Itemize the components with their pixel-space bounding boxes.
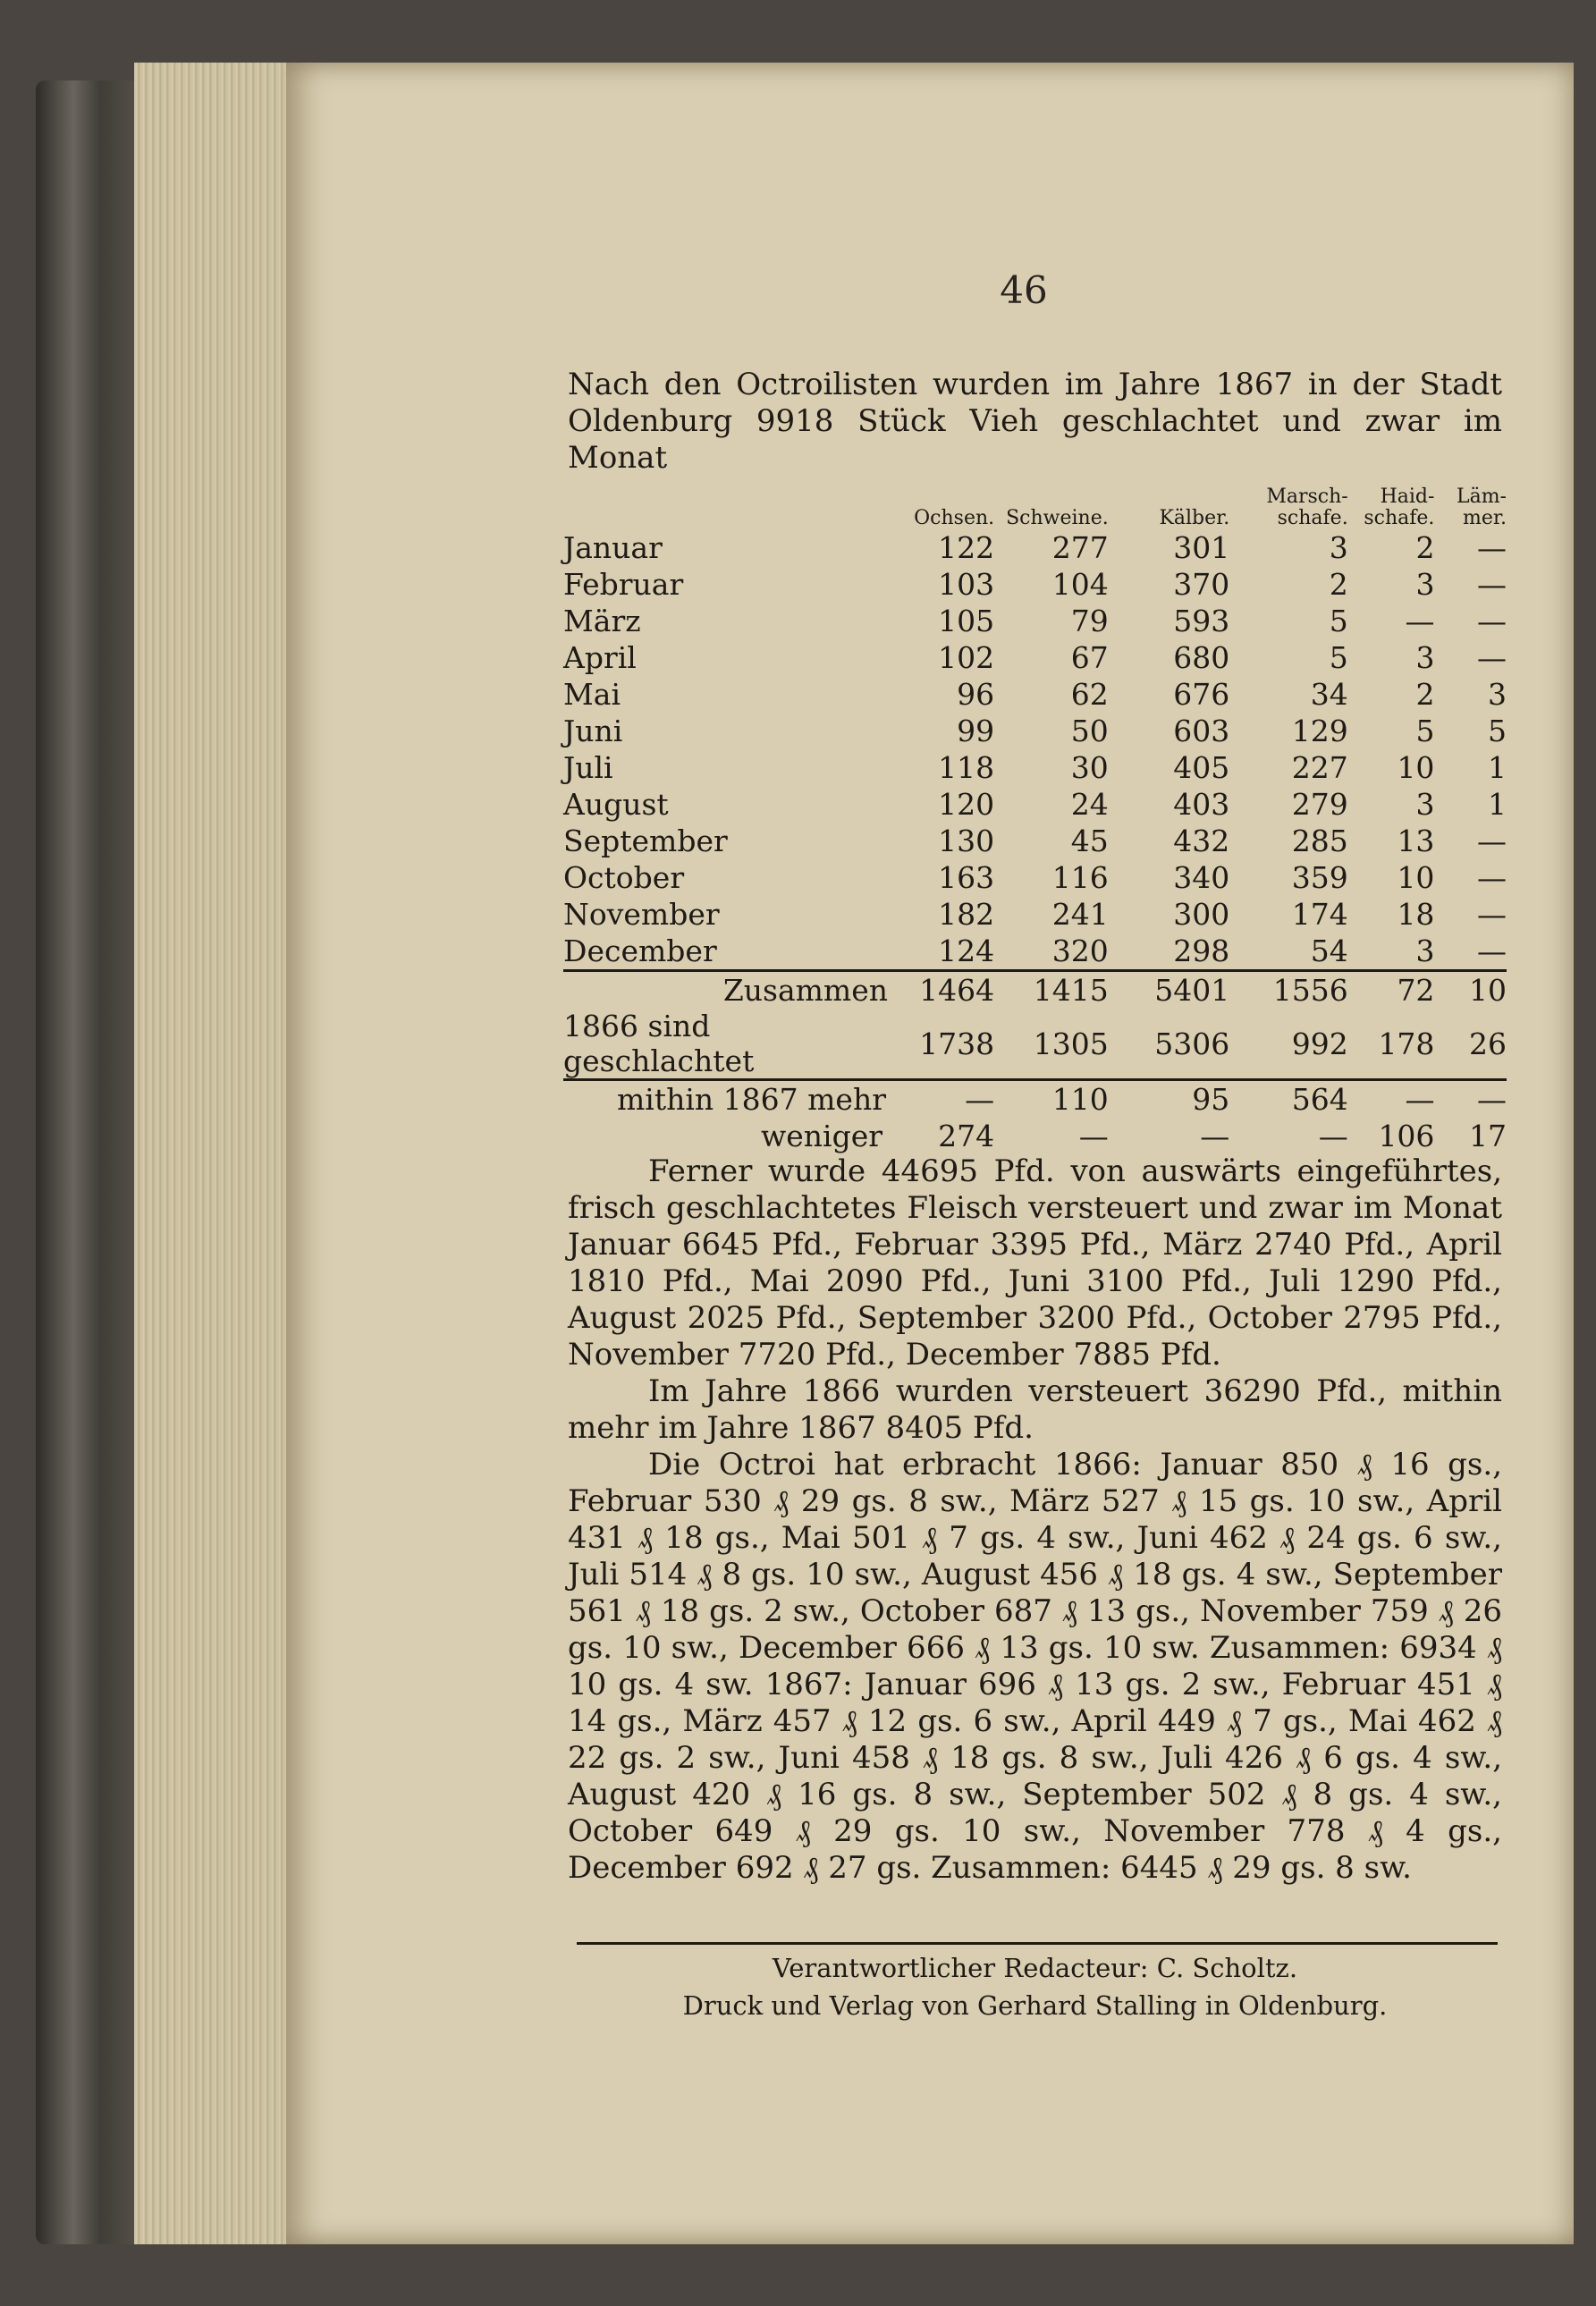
table-cell: — [1477,897,1507,932]
table-cell: 130 [938,824,995,858]
table-row [563,749,1507,786]
table-cell: 676 [1173,677,1230,712]
footer-printer: Druck und Verlag von Gerhard Stalling in Oldenburg. [682,1990,1388,2021]
previous-year-row [563,1009,1507,1080]
table-cell: 2 [1329,567,1348,602]
table-row [563,603,1507,639]
intro-text: Nach den Octroilisten wurden im Jahre 1867 in der Stadt Oldenburg 9918 Stück Vieh geschlachtet und zwar im Monat [568,367,1502,476]
table-cell: 274 [938,1119,995,1153]
body-text [568,1153,1502,1887]
table-cell: 26 [1434,1009,1507,1080]
paragraph-octroi-revenue: Die Octroi hat erbracht 1866: Januar 850 ₰ 16 gs., Februar 530 ₰ 29 gs. 8 sw., März 527 ₰ 15 gs. 10 sw., April 431 ₰ 18 gs., Mai 501 ₰ 7 gs. 4 sw., Juni 462 ₰ 24 gs. 6 sw., Juli 514 ₰ 8 gs. 10 sw., August 456 ₰ 18 gs. 4 sw., September 561 ₰ 18 gs. 2 sw., October 687 ₰ 13 gs., November 759 ₰ 26 gs. 10 sw., December 666 ₰ 13 gs. 10 sw. Zusammen: 6934 ₰ 10 gs. 4 sw. 1867: Januar 696 ₰ 13 gs. 2 sw., Februar 451 ₰ 14 gs., März 457 ₰ 12 gs. 6 sw., April 449 ₰ 7 gs., Mai 462 ₰ 22 gs. 2 sw., Juni 458 ₰ 18 gs. 8 sw., Juli 426 ₰ 6 gs. 4 sw., August 420 ₰ 16 gs. 8 sw., September 502 ₰ 8 gs. 4 sw., October 649 ₰ 29 gs. 10 sw., November 778 ₰ 4 gs., December 692 ₰ 27 gs. Zusammen: 6445 ₰ 29 gs. 8 sw. [568,1447,1502,1886]
paragraph-previous-year: Im Jahre 1866 wurden versteuert 36290 Pfd., mithin mehr im Jahre 1867 8405 Pfd. [568,1373,1502,1446]
month-label: December [563,933,717,968]
table-cell: 340 [1173,860,1230,895]
table-cell: 45 [1070,824,1109,858]
month-label: October [563,860,685,895]
table-cell: 129 [1291,714,1348,748]
table-cell: 178 [1348,1009,1435,1080]
table-cell: 432 [1173,824,1230,858]
row-label: Zusammen [563,971,895,1009]
table-cell: 118 [938,750,995,785]
table-row [563,676,1507,713]
row-label: 1866 sind geschlachtet [563,1009,755,1078]
table-cell: 18 [1397,897,1435,932]
table-cell: 96 [957,677,995,712]
table-cell: 5 [1329,604,1348,638]
table-cell: 79 [1070,604,1109,638]
table-cell: 279 [1291,787,1348,822]
table-cell: 120 [938,787,995,822]
table-cell: — [1477,640,1507,675]
table-cell: 67 [1070,640,1109,675]
month-label: August [563,787,669,822]
table-row [563,933,1507,971]
table-cell: 5306 [1109,1009,1230,1080]
table-cell: 1415 [994,971,1109,1009]
table-cell: 106 [1378,1119,1435,1153]
month-label: Februar [563,567,684,602]
month-label: November [563,897,720,932]
table-cell: 3 [1415,787,1435,822]
column-header: Ochsen. [914,507,995,529]
table-cell: 1 [1488,787,1507,822]
table-cell: 3 [1415,640,1435,675]
table-cell: — [1477,530,1507,565]
month-label: Januar [563,530,663,565]
table-cell: — [1477,933,1507,968]
column-header: Marsch-schafe. [1266,486,1348,529]
table-cell: 403 [1173,787,1230,822]
table-cell: 564 [1229,1080,1347,1119]
month-label: September [563,824,728,858]
table-cell: 320 [1051,933,1109,968]
table-cell: 30 [1070,750,1109,785]
month-label: April [563,640,637,675]
table-cell: 992 [1229,1009,1347,1080]
table-cell: 50 [1070,714,1109,748]
month-label: Mai [563,677,621,712]
table-cell: 102 [938,640,995,675]
column-header: Schweine. [1006,507,1109,529]
table-cell: 298 [1173,933,1230,968]
table-cell: 124 [938,933,995,968]
month-label: März [563,604,641,638]
table-cell: 603 [1173,714,1230,748]
table-row [563,566,1507,603]
table-cell: 285 [1291,824,1348,858]
table-cell: 3 [1415,933,1435,968]
table-cell: 359 [1291,860,1348,895]
table-cell: 1556 [1229,971,1347,1009]
paragraph-imported-meat: Ferner wurde 44695 Pfd. von auswärts eingeführtes, frisch geschlachtetes Fleisch versteuert und zwar im Monat Januar 6645 Pfd., Februar 3395 Pfd., März 2740 Pfd., April 1810 Pfd., Mai 2090 Pfd., Juni 3100 Pfd., Juli 1290 Pfd., August 2025 Pfd., September 3200 Pfd., October 2795 Pfd., November 7720 Pfd., December 7885 Pfd. [568,1153,1502,1373]
table-cell: 10 [1397,750,1435,785]
more-row [563,1080,1507,1119]
row-label: mithin 1867 mehr [563,1080,895,1119]
table-cell: 99 [957,714,995,748]
column-header: Haid-schafe. [1364,486,1435,529]
table-cell: 5 [1329,640,1348,675]
table-header-row [563,474,1507,529]
table-row [563,713,1507,749]
table-cell: 103 [938,567,995,602]
table-cell: 405 [1173,750,1230,785]
table-cell: 104 [1051,567,1109,602]
table-cell: 3 [1488,677,1507,712]
table-cell: 3 [1415,567,1435,602]
table-cell: 227 [1291,750,1348,785]
table-cell: — [1434,1080,1507,1119]
table-row [563,896,1507,933]
table-row [563,823,1507,859]
slaughter-table [563,474,1507,1154]
table-cell: 62 [1070,677,1109,712]
table-cell: 1464 [895,971,994,1009]
table-cell: 24 [1070,787,1109,822]
page-number: 46 [1000,268,1048,312]
table-cell: — [1200,1119,1230,1153]
table-cell: 10 [1434,971,1507,1009]
row-label: weniger [761,1119,883,1153]
table-cell: 370 [1173,567,1230,602]
column-header: Kälber. [1159,507,1230,529]
sum-row [563,971,1507,1009]
table-row [563,639,1507,676]
table-cell: 17 [1469,1119,1507,1153]
table-cell: 163 [938,860,995,895]
table-cell: 13 [1397,824,1435,858]
table-cell: — [895,1080,994,1119]
table-cell: 3 [1329,530,1348,565]
table-cell: 277 [1051,530,1109,565]
table-cell: 300 [1173,897,1230,932]
table-cell: 54 [1310,933,1348,968]
table-cell: 174 [1291,897,1348,932]
table-cell: — [1477,860,1507,895]
table-cell: 116 [1051,860,1109,895]
table-cell: 2 [1415,530,1435,565]
table-cell: 1305 [994,1009,1109,1080]
book-binding [36,80,143,2244]
table-cell: 95 [1109,1080,1230,1119]
table-cell: 241 [1051,897,1109,932]
table-cell: 182 [938,897,995,932]
table-cell: 680 [1173,640,1230,675]
table-cell: 1 [1488,750,1507,785]
table-cell: 105 [938,604,995,638]
table-row [563,529,1507,566]
table-row [563,859,1507,896]
footer-editor: Verantwortlicher Redacteur: C. Scholtz. [772,1953,1298,1983]
month-label: Juli [563,750,613,785]
table-cell: 593 [1173,604,1230,638]
table-cell: — [1477,567,1507,602]
table-cell: — [1318,1119,1348,1153]
table-cell: 72 [1348,971,1435,1009]
table-cell: 2 [1415,677,1435,712]
table-cell: 10 [1397,860,1435,895]
table-cell: 5401 [1109,971,1230,1009]
table-cell: — [1477,604,1507,638]
footer-rule [577,1942,1498,1945]
table-cell: 301 [1173,530,1230,565]
table-cell: 5 [1488,714,1507,748]
table-cell: — [1405,604,1435,638]
page-edges [134,63,304,2244]
table-cell: 34 [1310,677,1348,712]
table-cell: — [1348,1080,1435,1119]
table-cell: 110 [994,1080,1109,1119]
table-cell: — [1477,824,1507,858]
table-cell: 5 [1415,714,1435,748]
month-label: Juni [563,714,623,748]
table-row [563,786,1507,823]
table-cell: — [1078,1119,1109,1153]
table-cell: 1738 [895,1009,994,1080]
less-row [563,1118,1507,1154]
column-header: Läm-mer. [1456,486,1507,529]
table-cell: 122 [938,530,995,565]
